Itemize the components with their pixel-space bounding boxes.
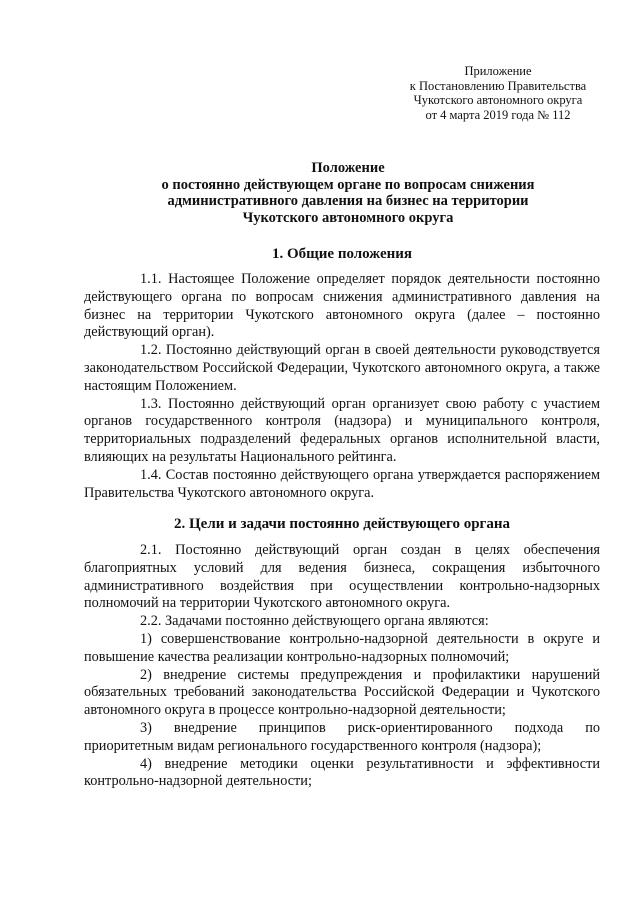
document-title <box>118 160 578 226</box>
section-1-body <box>84 271 600 502</box>
list-item-1: 1) совершенствование контрольно-надзорной деятельности в округе и повышение качества реализации контрольно-надзорных полномочий; <box>84 630 600 665</box>
appendix-line: к Постановлению Правительства <box>409 78 587 93</box>
list-item-3: 3) внедрение принципов риск-ориентированного подхода по приоритетным видам регионального государственного контроля (надзора); <box>84 719 600 754</box>
section-2-body <box>84 542 600 791</box>
appendix-line: Чукотского автономного округа <box>413 93 583 107</box>
appendix-line: от 4 марта 2019 года № 112 <box>425 107 571 122</box>
paragraph-1-2: 1.2. Постоянно действующий орган в своей деятельности руководствуется законодательством Российской Федерации, Чукотского автономного округа, а также настоящим Положением. <box>84 342 600 394</box>
paragraph-1-3: 1.3. Постоянно действующий орган организует свою работу с участием органов государственного контроля (надзора) и муниципального контроля, территориальных подразделений федеральных органов исполнительной власти, влияющих на результаты Национального рейтинга. <box>84 395 600 465</box>
paragraph-1-4: 1.4. Состав постоянно действующего органа утверждается распоряжением Правительства Чукотского автономного округа. <box>84 466 600 501</box>
title-line: Положение <box>311 160 385 176</box>
title-line: о постоянно действующем органе по вопросам снижения <box>161 176 535 193</box>
section-2-heading: 2. Цели и задачи постоянно действующего органа <box>174 516 510 532</box>
appendix-block <box>396 64 600 122</box>
title-line: Чукотского автономного округа <box>242 209 454 226</box>
appendix-line: Приложение <box>464 64 532 78</box>
paragraph-1-1: 1.1. Настоящее Положение определяет порядок деятельности постоянно действующего органа по вопросам снижения административного давления на бизнес на территории Чукотского автономного округа (далее – постоянно действующий орган). <box>84 271 600 341</box>
section-1-heading: 1. Общие положения <box>271 246 413 262</box>
paragraph-2-2: 2.2. Задачами постоянно действующего органа являются: <box>140 613 489 630</box>
list-item-2: 2) внедрение системы предупреждения и профилактики нарушений обязательных требований законодательства Российской Федерации и Чукотского автономного округа в процессе контрольно-надзорной деятельности; <box>84 666 600 719</box>
paragraph-2-1: 2.1. Постоянно действующий орган создан в целях обеспечения благоприятных условий для ведения бизнеса, сокращения избыточного административного воздействия при осуществлении контрольно-надзорных полномочий на территории Чукотского автономного округа. <box>84 542 600 612</box>
list-item-4: 4) внедрение методики оценки результативности и эффективности контрольно-надзорной деятельности; <box>84 755 600 790</box>
title-line: административного давления на бизнес на территории <box>167 193 529 209</box>
